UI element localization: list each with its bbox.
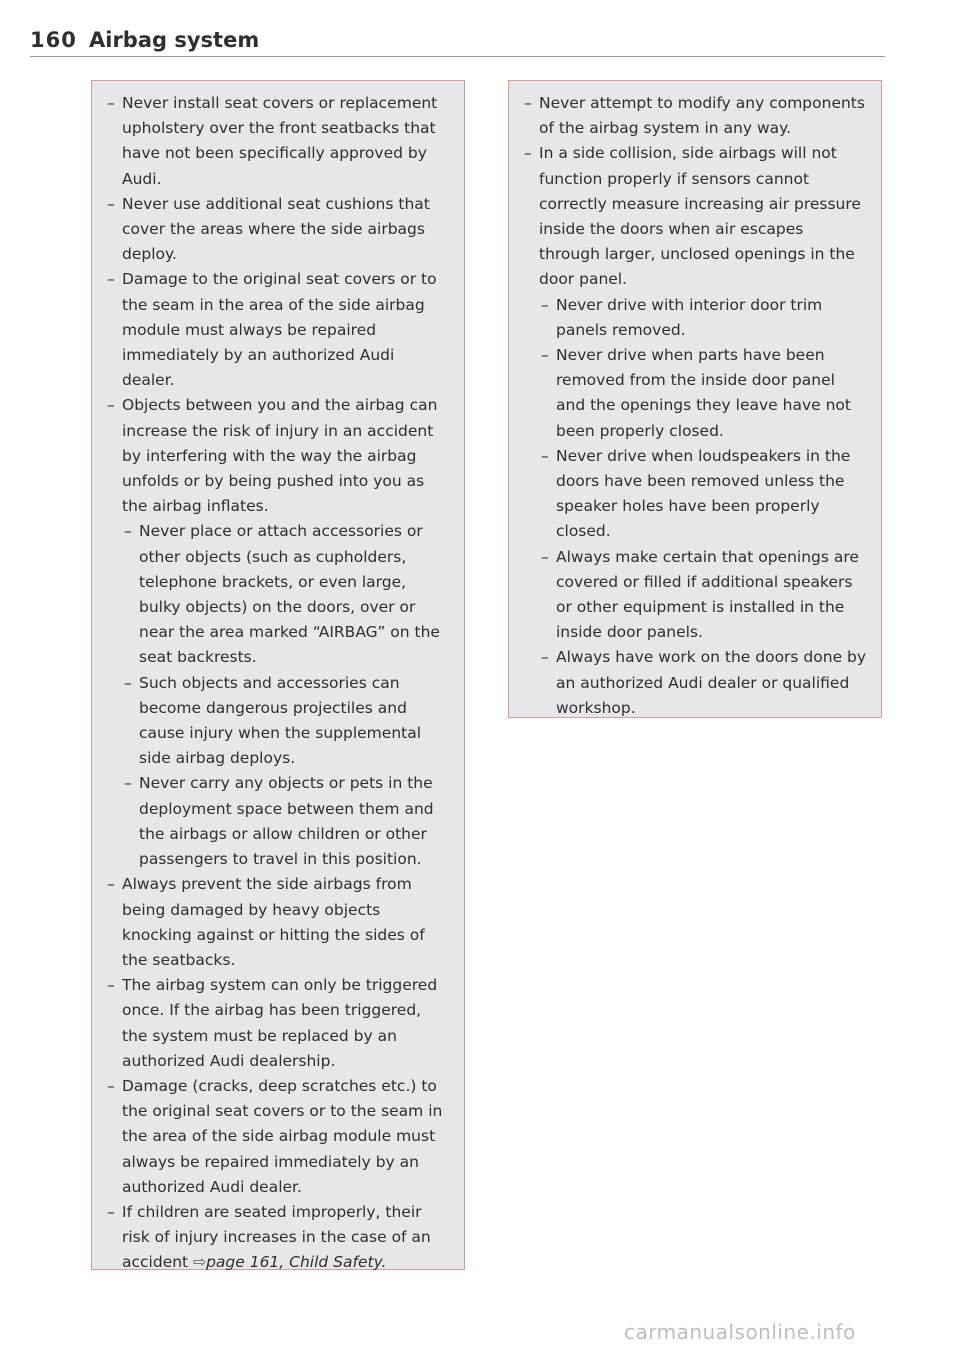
sub-list bbox=[107, 519, 450, 872]
sub-list bbox=[524, 293, 867, 721]
list-item: – Always prevent the side airbags from being damaged by heavy objects knocking against or hitting the sides of the seatbacks. bbox=[107, 872, 450, 973]
watermark: carmanualsonline.info bbox=[624, 1320, 856, 1344]
sub-list-item: – Always have work on the doors done by an authorized Audi dealer or qualified workshop. bbox=[524, 645, 867, 721]
cross-reference-arrow-icon: ⇨ bbox=[193, 1253, 207, 1272]
list-item: – Never attempt to modify any components of the airbag system in any way. bbox=[524, 91, 867, 141]
sub-list-item: – Such objects and accessories can become dangerous projectiles and cause injury when the supplemental side airbag deploys. bbox=[107, 671, 450, 772]
list-item: – Never use additional seat cushions that cover the areas where the side airbags deploy. bbox=[107, 192, 450, 268]
list-item: – Damage (cracks, deep scratches etc.) to the original seat covers or to the seam in the area of the side airbag module must always be repaired immediately by an authorized Audi dealer. bbox=[107, 1074, 450, 1200]
cross-reference-link[interactable]: page 161, Child Safety. bbox=[206, 1253, 387, 1272]
list-item-text: If children are seated improperly, their risk of injury increases in the case of an accident bbox=[122, 1202, 431, 1272]
list-item: – Damage to the original seat covers or to the seam in the area of the side airbag module must always be repaired immediately by an authorized Audi dealer. bbox=[107, 267, 450, 393]
page-header bbox=[30, 20, 885, 57]
sub-list-item: – Never drive when parts have been removed from the inside door panel and the openings they leave have not been properly closed. bbox=[524, 343, 867, 444]
warning-list-left bbox=[92, 81, 464, 1276]
section-title: Airbag system bbox=[89, 28, 260, 52]
page-number: 160 bbox=[30, 28, 77, 52]
sub-list-item: – Never carry any objects or pets in the deployment space between them and the airbags or allow children or other passengers to travel in this position. bbox=[107, 771, 450, 872]
list-item: – Never install seat covers or replacement upholstery over the front seatbacks that have not been specifically approved by Audi. bbox=[107, 91, 450, 192]
list-item: – In a side collision, side airbags will not function properly if sensors cannot correctly measure increasing air pressure inside the doors when air escapes through larger, unclosed openings in the door panel. bbox=[524, 141, 867, 292]
sub-list-item: – Always make certain that openings are covered or filled if additional speakers or other equipment is installed in the inside door panels. bbox=[524, 545, 867, 646]
warning-box-right bbox=[508, 80, 882, 718]
list-item-child-safety bbox=[107, 1200, 450, 1276]
sub-list-item: – Never place or attach accessories or other objects (such as cupholders, telephone brackets, or even large, bulky objects) on the doors, over or near the area marked “AIRBAG” on the seat backrests. bbox=[107, 519, 450, 670]
warning-box-left bbox=[91, 80, 465, 1270]
list-item: – The airbag system can only be triggered once. If the airbag has been triggered, the system must be replaced by an authorized Audi dealership. bbox=[107, 973, 450, 1074]
list-item: – Objects between you and the airbag can increase the risk of injury in an accident by interfering with the way the airbag unfolds or by being pushed into you as the airbag inflates. bbox=[107, 393, 450, 519]
sub-list-item: – Never drive when loudspeakers in the doors have been removed unless the speaker holes have been properly closed. bbox=[524, 444, 867, 545]
sub-list-item: – Never drive with interior door trim panels removed. bbox=[524, 293, 867, 343]
warning-list-right bbox=[509, 81, 881, 721]
